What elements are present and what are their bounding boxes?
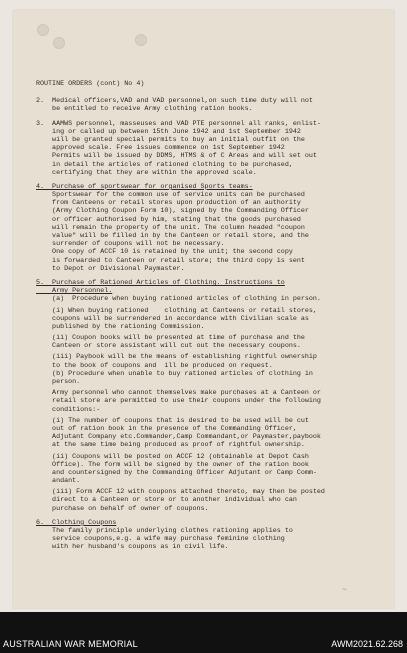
- paragraph-5: 5. Purchase of Rationed Articles of Clothing. Instructions to Army Personnel. (a) Procedure when buying rationed articles of clothing in person. (i) When buying rationed clothing at Canteens or retail stores, coupons will be surrendered in accordance with Civilian scale as published by the rationing Commission. (ii) Coupon books will be presented at time of purchase and the Canteen or store assistant will cut out the necessary coupons. (iii) Paybook will be the means of establishing rightful ownership to the book of coupons and ill be produced on request. (b) Procedure when unable to buy rationed articles of clothing in person. Army personnel who cannot themselves make purchases at a Canteen or retail store are permitted to use their coupons under the following conditions:- (i) The number of coupons that is desired to be used will be cut out of ration book in the presence of the Commanding Officer, Adjutant Company etc.Commander,Camp Commandant,or Paymaster,paybook at the same time being produced as proof of rightful ownership. (ii) Coupons will be posted on ACCF 12 (obtainable at Depot Cash Office). The form will be signed by the owner of the ration book and countersigned by the Commanding Officer Adjutant or Camp Comm- andant. (iii) Form ACCF 12 with coupons attached thereto, may then be posted direct to a Canteen or store or to another individual who can purchase on behalf of owner of coupons.: [36, 279, 396, 513]
- section-heading: 5. Purchase of Rationed Articles of Clothing. Instructions to: [36, 278, 285, 287]
- punch-hole: [135, 34, 147, 46]
- punch-hole: [37, 24, 49, 36]
- pencil-mark: ~: [342, 586, 347, 595]
- section-heading: 4. Purchase of sportswear for organised Sports teams-: [36, 182, 253, 191]
- paragraph-6: 6. Clothing Coupons The family principle underlying clothes rationing applies to service coupons,e.g. a wife may purchase feminine clothing with her husband's coupons as in civil life.: [36, 519, 396, 552]
- archive-name: AUSTRALIAN WAR MEMORIAL: [3, 639, 138, 649]
- doc-header: ROUTINE ORDERS (cont) No 4): [36, 80, 145, 88]
- routine-orders-text: [36, 80, 396, 600]
- paragraph-3: 3. AAMWS personnel, masseuses and VAD PTE personnel all ranks, enlist- ing or called up between 15th June 1942 and 1st September 1942 will be granted special permits to buy an initial outfit on the approved scale. Free issues commence on 1st September 1942 Permits will be issued by DDMS, HTMS & of C Areas and will set out in detail the articles of rationed clothing to be purchased, certifying that they are within the approved scale.: [36, 119, 321, 177]
- archive-reference: AWM2021.62.268: [331, 639, 403, 649]
- archive-footer-bar: [0, 612, 407, 653]
- paragraph-4: 4. Purchase of sportswear for organised Sports teams- Sportswear for the common use of service units can be purchased from Canteens or retail stores upon production of an authority (Army Clothing Coupon Form 10), signed by the Commanding Officer or officer authorised by him, stating that the goods purchased will remain the property of the unit. The column headed "coupon value" will be filled in by the Canteen or retail store, and the surrender of coupons will not be necessary. One copy of ACCF 10 is retained by the unit; the second copy is forwarded to Canteen or retail store; the third copy is sent to Depot or Divisional Paymaster.: [36, 183, 396, 273]
- paragraph-2: 2. Medical officers,VAD and VAD personnel,on such time duty will not be entitled to receive Army clothing ration books.: [36, 97, 313, 114]
- punch-hole: [53, 37, 65, 49]
- section-heading: 6. Clothing Coupons: [36, 518, 117, 527]
